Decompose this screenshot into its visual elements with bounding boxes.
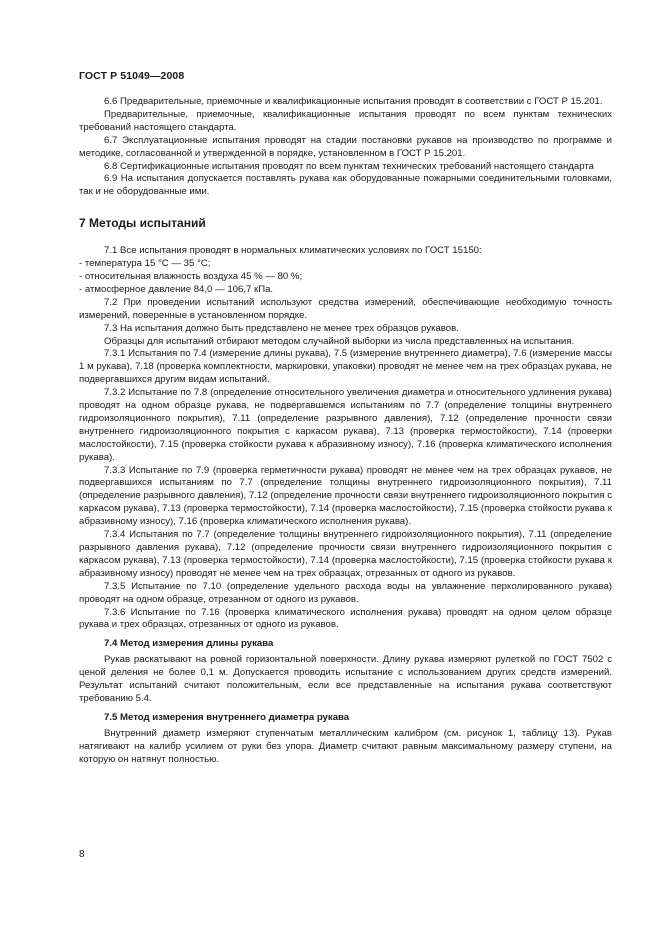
paragraph-7-3: 7.3 На испытания должно быть представлено не менее трех образцов рукавов. [104,322,459,334]
document-header: ГОСТ Р 51049—2008 [79,70,185,82]
paragraph-7-3-6: 7.3.6 Испытание по 7.16 (проверка климатического исполнения рукава) проводят на одном целом образце рукава и трех образцах, отрезанных от одного из рукавов. [79,606,612,631]
paragraph-7-2: 7.2 При проведении испытаний используют средства измерений, обеспечивающие необходимую точность измерений, поверенные в установленном порядке. [79,296,612,321]
paragraph-7-4: Рукав раскатывают на ровной горизонтальной поверхности. Длину рукава измеряют рулеткой по ГОСТ 7502 с ценой деления не более 0,1 м. Допускается проводить испытание с использованием других средств измерений. Результат испытаний считают положительным, если все представленные на испытания рукава соответствуют требованию 5.4. [79,654,612,704]
paragraph-7-3-samples: Образцы для испытаний отбирают методом случайной выборки из числа представленных на испытания. [104,335,575,347]
paragraph-7-3-4: 7.3.4 Испытания по 7.7 (определение толщины внутреннего гидроизоляционного покрытия), 7.11 (определение разрывного давления рукава), 7.12 (определение прочности связи внутреннего гидроизоляционного покрытия с каркасом рукава), 7.13 (проверка термостойкости), 7.14 (проверка маслостойкости), 7.15 (проверка стойкости рукава к абразивному износу) проводят не менее чем на трех образцах, отрезанных от одного из рукавов. [79,529,612,579]
paragraph-7-5: Внутренний диаметр измеряют ступенчатым металлическим калибром (см. рисунок 1, таблицу 13). Рукав натягивают на калибр усилием от руки без упора. Диаметр считают равным максимальному размеру ступени, на которую он натянут полностью. [79,727,612,765]
paragraph-6-7: 6.7 Эксплуатационные испытания проводят на стадии постановки рукавов на производство по программе и методике, согласованной и утвержденной в порядке, установленном в ГОСТ Р 15.201. [79,134,612,159]
paragraph-6-9: 6.9 На испытания допускается поставлять рукава как оборудованные пожарными соединительными головками, так и не оборудованные ими. [79,173,612,198]
paragraph-7-1: 7.1 Все испытания проводят в нормальных климатических условиях по ГОСТ 15150: [104,245,482,257]
condition-humidity: - относительная влажность воздуха 45 % — 80 %; [79,271,612,284]
paragraph-7-3-3: 7.3.3 Испытание по 7.9 (проверка герметичности рукава) проводят не менее чем на трех образцах рукавов, не подвергавшихся испытаниям по 7.7 (определение толщины внутреннего гидроизоляционного покрытия), 7.11 (определение разрывного давления), 7.12 (определение прочности связи внутреннего гидроизоляционного покрытия с каркасом рукава), 7.13 (проверка термостойкости), 7.14 (проверка маслостойкости), 7.15 (проверка стойкости рукава к абразивному износу), 7.16 (проверка климатического исполнения рукава). [79,464,612,528]
section-7-4-heading: 7.4 Метод измерения длины рукава [104,638,274,650]
condition-pressure: - атмосферное давление 84,0 — 106,7 кПа. [79,284,612,297]
paragraph-7-3-2: 7.3.2 Испытание по 7.8 (определение относительного увеличения диаметра и относительного удлинения рукава) проводят на одном образце рукава, не подвергавшемся испытаниям по 7.7 (определение толщины внутреннего гидроизоляционного покрытия), 7.11 (определение разрывного давления), 7.12 (определение прочности связи внутреннего гидроизоляционного покрытия с каркасом рукава), 7.13 (проверка термостойкости), 7.14 (проверки маслостойкости), 7.15 (проверка стойкости рукава к абразивному износу), 7.16 (проверка климатического исполнения рукава). [79,387,612,463]
paragraph-6-6-cont: Предварительные, приемочные, квалификационные испытания проводят по всем пунктам технических требований настоящего стандарта. [79,108,612,133]
page-number: 8 [79,849,85,860]
paragraph-7-3-5: 7.3.5 Испытание по 7.10 (определение удельного расхода воды на увлажнение перколированного рукава) проводят на одном образце, отрезанном от одного из рукавов. [79,580,612,605]
section-7-5-heading: 7.5 Метод измерения внутреннего диаметра рукава [104,711,350,723]
condition-temperature: - температура 15 °С — 35 °С; [79,258,612,271]
document-body [79,96,612,767]
section-7-heading: 7 Методы испытаний [79,216,206,231]
paragraph-6-6: 6.6 Предварительные, приемочные и квалификационные испытания проводят в соответствии с ГОСТ Р 15.201. [104,96,603,107]
paragraph-6-8: 6.8 Сертификационные испытания проводят по всем пунктам технических требований настоящего стандарта [104,160,594,172]
paragraph-7-3-1: 7.3.1 Испытания по 7.4 (измерение длины рукава), 7.5 (измерение внутреннего диаметра), 7.6 (измерение массы 1 м рукава), 7.18 (проверка комплектности, маркировки, упаковки) проводят не менее чем на трех образцах рукава, не подвергавшихся другим видам испытаний. [79,348,612,386]
